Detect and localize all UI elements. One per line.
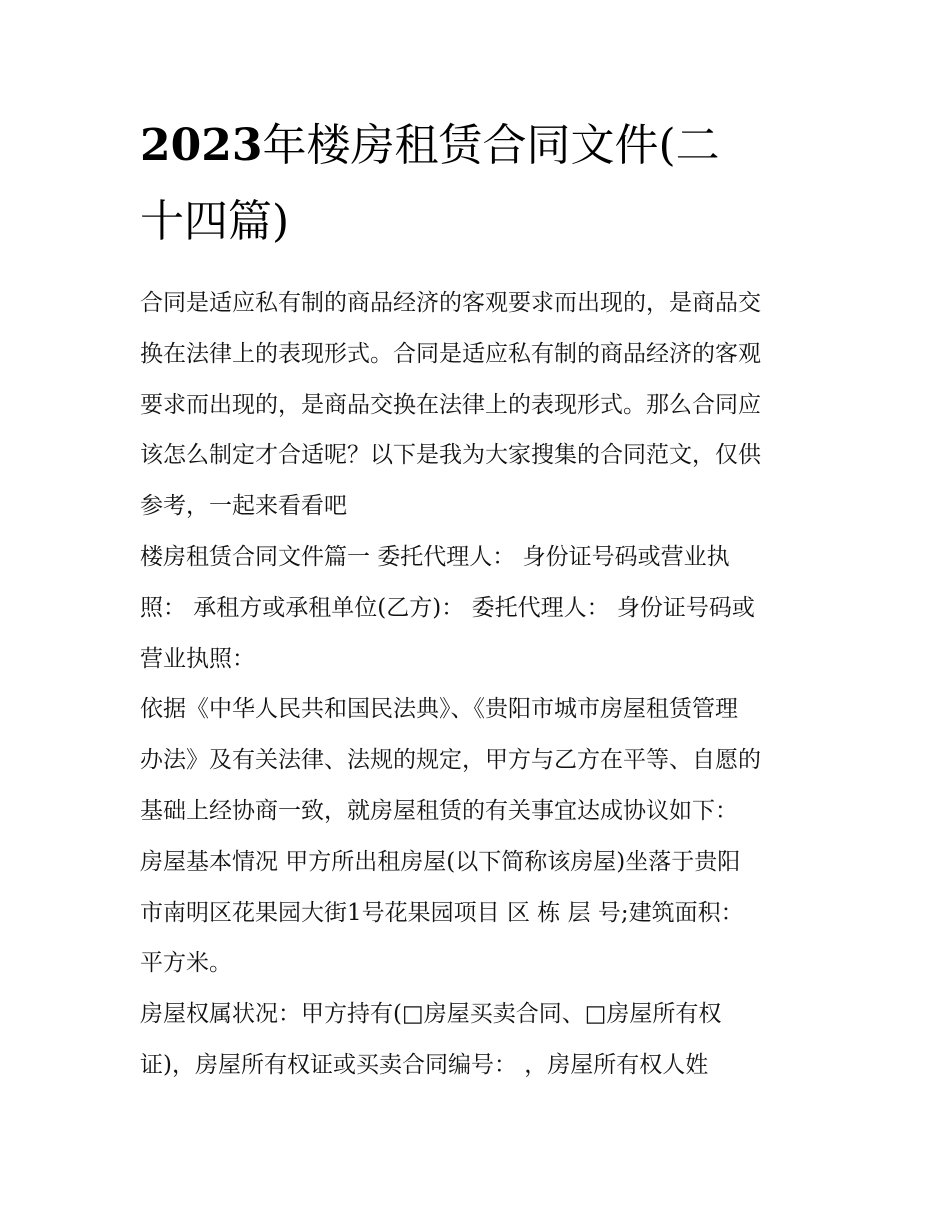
paragraph-intro <box>140 278 812 532</box>
text-line: 营业执照： <box>140 645 255 672</box>
text-line: 市南明区花果园大街1号花果园项目 区 栋 层 号;建筑面积： <box>140 899 744 926</box>
text-line: 房屋权属状况：甲方持有(□房屋买卖合同、□房屋所有权 <box>140 1001 722 1028</box>
document-title <box>140 108 812 260</box>
text-line: 要求而出现的，是商品交换在法律上的表现形式。那么合同应 <box>140 391 761 418</box>
text-line: 合同是适应私有制的商品经济的客观要求而出现的，是商品交 <box>140 290 761 316</box>
text-line: 换在法律上的表现形式。合同是适应私有制的商品经济的客观 <box>140 340 761 367</box>
text-line: 依据《中华人民共和国民法典》、《贵阳市城市房屋租赁管理 <box>140 696 738 723</box>
text-line: 证)，房屋所有权证或买卖合同编号： ，房屋所有权人姓 <box>140 1051 709 1078</box>
document-body <box>140 108 812 1091</box>
title-line-1 <box>140 108 812 184</box>
text-line: 参考，一起来看看吧 <box>140 493 347 520</box>
title-year: 2023 <box>140 120 263 171</box>
text-line: 楼房租赁合同文件篇一 委托代理人： 身份证号码或营业执 <box>140 543 730 570</box>
title-line-2: 十四篇) <box>140 196 290 247</box>
paragraph-legal-basis <box>140 684 812 836</box>
paragraph-parties <box>140 532 812 684</box>
text-line: 照： 承租方或承租单位(乙方)： 委托代理人： 身份证号码或 <box>140 594 755 621</box>
paragraph-property-info <box>140 837 812 989</box>
text-line: 平方米。 <box>140 950 232 977</box>
text-line: 基础上经协商一致，就房屋租赁的有关事宜达成协议如下： <box>140 797 738 824</box>
text-line: 房屋基本情况 甲方所出租房屋(以下简称该房屋)坐落于贵阳 <box>140 848 741 875</box>
text-line: 办法》及有关法律、法规的规定，甲方与乙方在平等、自愿的 <box>140 747 761 774</box>
title-line-1-text: 年楼房租赁合同文件(二 <box>262 120 720 171</box>
paragraph-ownership <box>140 989 812 1091</box>
text-line: 该怎么制定才合适呢？以下是我为大家搜集的合同范文，仅供 <box>140 442 761 469</box>
